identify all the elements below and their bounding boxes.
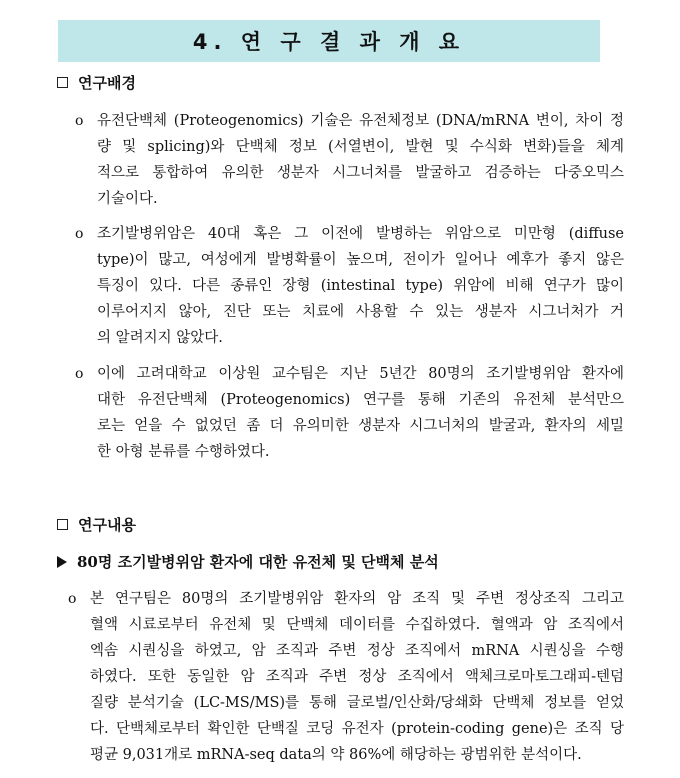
section-heading-text: 연구배경 bbox=[78, 74, 136, 92]
section-heading-content bbox=[57, 514, 136, 535]
bullet-text bbox=[90, 586, 624, 768]
text-line: 대한 유전단백체 (Proteogenomics) 연구를 통해 기존의 유전체 분석만으 bbox=[97, 392, 624, 408]
text-line: 유전단백체 (Proteogenomics) 기술은 유전체정보 (DNA/mRNA 변이, 차이 정 bbox=[97, 113, 624, 129]
text-line: 하였다. 또한 동일한 암 조직과 주변 정상 조직에서 액체크로마토그래피-텐덤 bbox=[90, 669, 624, 685]
text-line: 다. 단백체로부터 확인한 단백질 코딩 유전자 (protein-coding gene)은 조직 당 bbox=[90, 721, 624, 737]
section-heading-text: 연구내용 bbox=[78, 516, 136, 534]
text-line: 엑솜 시퀀싱을 하였고, 암 조직과 주변 정상 조직에서 mRNA 시퀀싱을 수행 bbox=[90, 643, 624, 659]
section-title-bar bbox=[58, 20, 600, 62]
section-heading-background bbox=[57, 72, 136, 93]
text-line: 혈액 시료로부터 유전체 및 단백체 데이터를 수집하였다. 혈액과 암 조직에서 bbox=[90, 617, 624, 633]
text-line: 로는 얻을 수 없었던 좀 더 유의미한 생분자 시그너처의 발굴과, 환자의 세밀 bbox=[97, 418, 624, 434]
text-line: 한 아형 분류를 수행하였다. bbox=[97, 444, 270, 460]
text-line: 본 연구팀은 80명의 조기발병위암 환자의 암 조직 및 주변 정상조직 그리고 bbox=[90, 591, 624, 607]
checkbox-square-icon bbox=[57, 77, 68, 88]
text-line: 질량 분석기술 (LC-MS/MS)를 통해 글로벌/인산화/당쇄화 단백체 정보를 얻었 bbox=[90, 695, 624, 711]
circle-bullet-icon: ο bbox=[75, 226, 84, 242]
text-line: 의 알려지지 않았다. bbox=[97, 330, 223, 346]
circle-bullet-icon: ο bbox=[68, 591, 77, 607]
circle-bullet-icon: ο bbox=[75, 366, 84, 382]
bullet-text bbox=[97, 361, 624, 465]
bullet-text bbox=[97, 221, 624, 351]
text-line: 조기발병위암은 40대 혹은 그 이전에 발병하는 위암으로 미만형 (diffuse bbox=[97, 226, 624, 242]
triangle-bullet-icon bbox=[57, 556, 67, 568]
text-line: 량 및 splicing)와 단백체 정보 (서열변이, 발현 및 수식화 변화)들을 체계 bbox=[97, 139, 624, 155]
text-line: 이에 고려대학교 이상원 교수팀은 지난 5년간 80명의 조기발병위암 환자에 bbox=[97, 366, 624, 382]
text-line: type)이 많고, 여성에게 발병확률이 높으며, 전이가 일어나 예후가 좋지 않은 bbox=[97, 252, 624, 268]
checkbox-square-icon bbox=[57, 519, 68, 530]
subsection-heading-text: 80명 조기발병위암 환자에 대한 유전체 및 단백체 분석 bbox=[77, 553, 439, 571]
bullet-text bbox=[97, 108, 624, 212]
subsection-heading bbox=[57, 551, 439, 572]
section-title: 4. 연 구 결 과 개 요 bbox=[192, 30, 466, 54]
text-line: 특징이 있다. 다른 종류인 장형 (intestinal type) 위암에 비해 연구가 많이 bbox=[97, 278, 624, 294]
text-line: 적으로 통합하여 유의한 생분자 시그너처를 발굴하고 검증하는 다중오믹스 bbox=[97, 165, 624, 181]
text-line: 기술이다. bbox=[97, 191, 158, 207]
circle-bullet-icon: ο bbox=[75, 113, 84, 129]
text-line: 이루어지지 않아, 진단 또는 치료에 사용할 수 있는 생분자 시그너처가 거 bbox=[97, 304, 624, 320]
text-line: 평균 9,031개로 mRNA-seq data의 약 86%에 해당하는 광범위한 분석이다. bbox=[90, 747, 582, 763]
